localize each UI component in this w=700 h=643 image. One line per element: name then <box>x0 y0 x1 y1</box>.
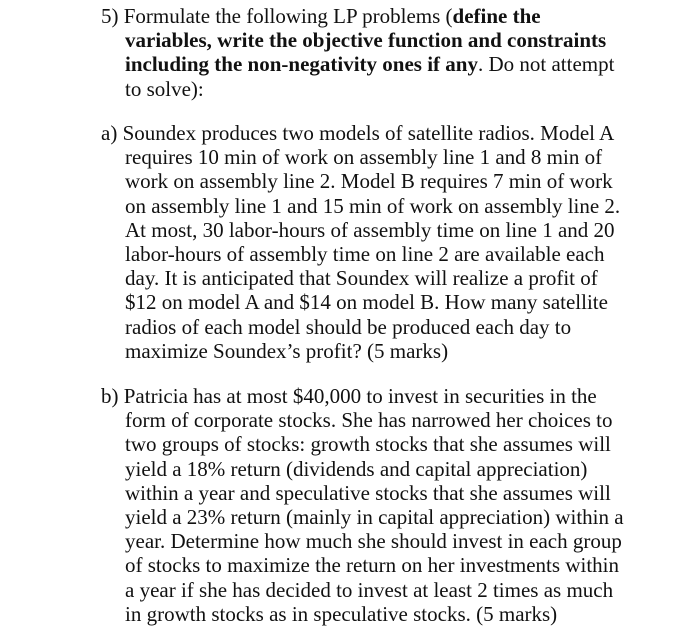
part-a-line: work on assembly line 2. Model B requires 7 min of work <box>125 169 613 194</box>
part-b-line: in growth stocks as in speculative stocks. (5 marks) <box>125 601 558 626</box>
question-number: 5) <box>101 4 119 28</box>
part-b-label: b) <box>101 384 119 408</box>
question-line-4: to solve): <box>125 76 204 101</box>
question-line-1: 5) Formulate the following LP problems (define the <box>101 4 541 28</box>
part-a-line: maximize Soundex’s profit? (5 marks) <box>125 338 449 363</box>
part-a-line: radios of each model should be produced each day to <box>125 314 572 339</box>
part-a-line: $12 on model A and $14 on model B. How many satellite <box>125 290 608 315</box>
part-a-line: At most, 30 labor-hours of assembly time on line 1 and 20 <box>125 217 615 242</box>
part-a-line: labor-hours of assembly time on line 2 are available each <box>125 242 605 267</box>
part-b-line: year. Determine how much she should invest in each group <box>125 529 622 554</box>
part-b-line: of stocks to maximize the return on her investments within <box>125 553 619 578</box>
part-b-line: two groups of stocks: growth stocks that she assumes will <box>125 432 611 457</box>
part-b-line: within a year and speculative stocks that she assumes will <box>125 480 611 505</box>
part-a-line: day. It is anticipated that Soundex will realize a profit of <box>125 266 598 291</box>
part-b-line: yield a 18% return (dividends and capital appreciation) <box>125 456 588 481</box>
question-header <box>101 4 661 101</box>
part-b-line: b) Patricia has at most $40,000 to invest in securities in the <box>101 384 597 408</box>
part-b-line: yield a 23% return (mainly in capital appreciation) within a <box>125 505 624 530</box>
question-line-3: including the non-negativity ones if any. Do not attempt <box>125 52 615 77</box>
part-a-line: on assembly line 1 and 15 min of work on assembly line 2. <box>125 193 621 218</box>
part-a-line: a) Soundex produces two models of satellite radios. Model A <box>101 121 615 145</box>
part-b-paragraph <box>101 384 661 626</box>
part-a-line: requires 10 min of work on assembly line 1 and 8 min of <box>125 145 603 170</box>
part-a-paragraph <box>101 121 661 363</box>
question-line-2: variables, write the objective function and constraints <box>125 28 607 53</box>
part-b-line: form of corporate stocks. She has narrowed her choices to <box>125 408 613 433</box>
part-a-label: a) <box>101 121 118 145</box>
part-b-line: a year if she has decided to invest at least 2 times as much <box>125 577 614 602</box>
